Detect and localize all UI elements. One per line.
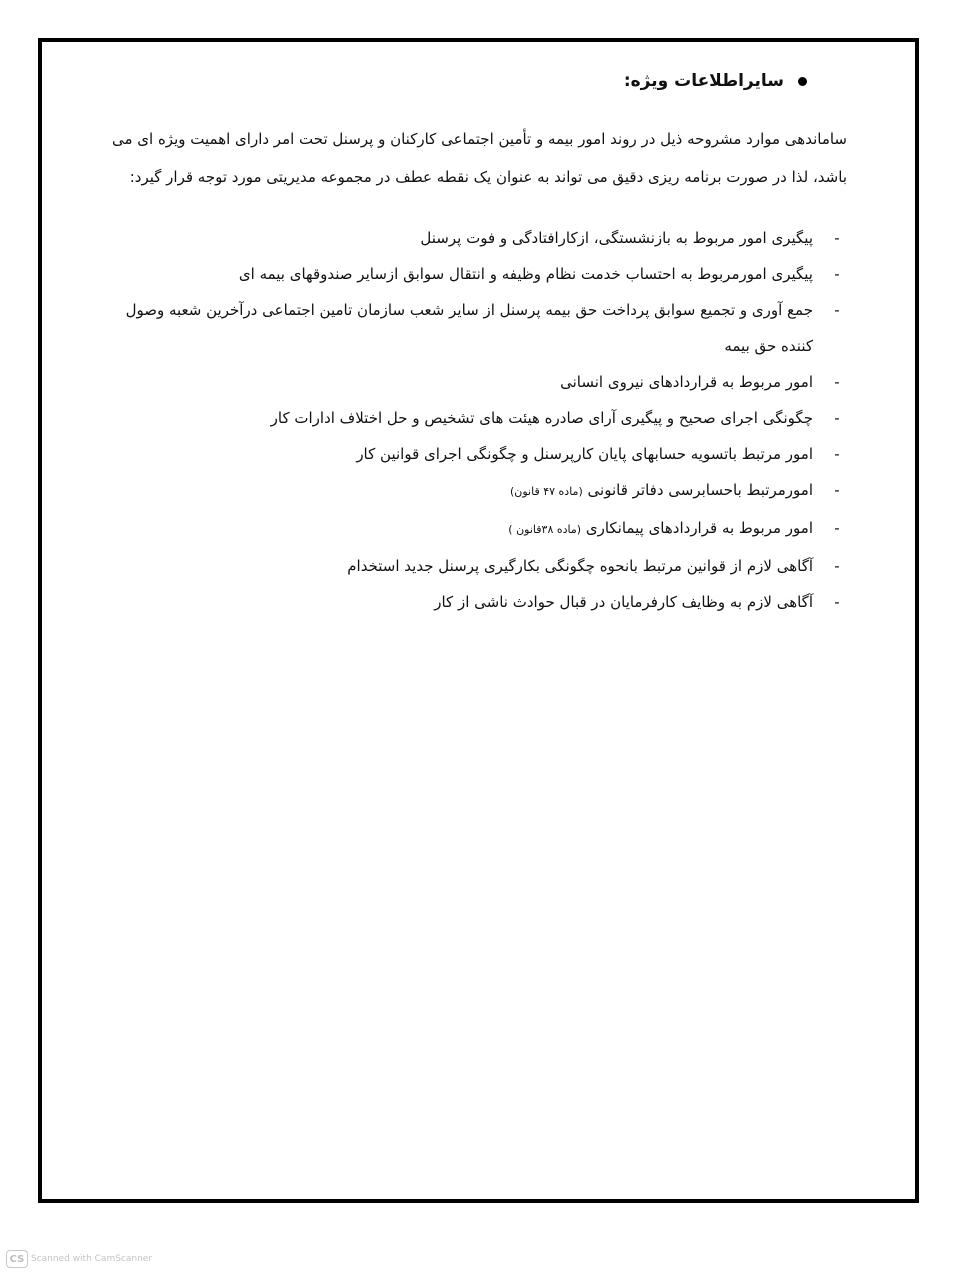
- list-item: [82, 220, 875, 256]
- heading-text: سایراطلاعات ویژه:: [623, 71, 784, 91]
- document-content: [82, 64, 875, 620]
- list-item-text: [241, 400, 827, 436]
- dash-bullet: -: [834, 593, 840, 611]
- dash-bullet: -: [834, 519, 840, 537]
- list-item-text: [404, 584, 827, 620]
- dash-bullet: -: [834, 445, 840, 463]
- list-item: [82, 584, 875, 620]
- dash-bullet: -: [834, 409, 840, 427]
- list-item-text: [209, 256, 827, 292]
- list-item-text: [390, 220, 827, 256]
- list-item-note: (ماده ۳۸قانون ): [508, 523, 582, 536]
- camscanner-logo-icon: CS: [6, 1250, 28, 1268]
- list-item-text: [317, 548, 827, 584]
- list-item-text: [326, 436, 827, 472]
- dash-bullet: -: [834, 265, 840, 283]
- list-item-text: [530, 364, 827, 400]
- list-item-label: پیگیری امور مربوط به بازنشستگی، ازکارافتادگی و فوت پرسنل: [420, 229, 813, 247]
- bullet-icon: [798, 77, 807, 86]
- scanner-watermark: [6, 1250, 152, 1268]
- intro-paragraph: ساماندهی موارد مشروحه ذیل در روند امور بیمه و تأمین اجتماعی کارکنان و پرسنل تحت امر دارای اهمیت ویژه ای می باشد، لذا در صورت برنامه ریزی دقیق می تواند به عنوان یک نقطه عطف در مجموعه مدیریتی مورد توجه قرار گیرد:: [111, 130, 847, 186]
- items-list: [82, 220, 875, 620]
- list-item-label: آگاهی لازم به وظایف کارفرمایان در قبال حوادث ناشی از کار: [434, 593, 813, 611]
- list-item-note: (ماده ۴۷ قانون): [509, 485, 583, 498]
- list-item-label: آگاهی لازم از قوانین مرتبط بانحوه چگونگی بکارگیری پرسنل جدید استخدام: [347, 557, 813, 575]
- list-item-label: امور مرتبط باتسویه حسابهای پایان کارپرسنل و چگونگی اجرای قوانین کار: [356, 445, 813, 463]
- list-item: [82, 436, 875, 472]
- list-item-text: [478, 510, 827, 548]
- section-heading: [82, 64, 807, 98]
- list-item: [82, 548, 875, 584]
- list-item: [82, 510, 875, 548]
- list-item: [82, 292, 875, 364]
- list-item-label: امور مربوط به قراردادهای پیمانکاری: [585, 519, 813, 537]
- list-item-label: جمع آوری و تجمیع سوابق پرداخت حق بیمه پرسنل از سایر شعب سازمان تامین اجتماعی درآخرین شعبه وصول کننده حق بیمه: [125, 301, 813, 355]
- dash-bullet: -: [834, 481, 840, 499]
- list-item-text: [480, 472, 827, 510]
- list-item-label: چگونگی اجرای صحیح و پیگیری آرای صادره هیئت های تشخیص و حل اختلاف ادارات کار: [270, 409, 813, 427]
- list-item-text: [82, 292, 827, 364]
- list-item: [82, 256, 875, 292]
- list-item-label: امور مربوط به قراردادهای نیروی انسانی: [560, 373, 813, 391]
- list-item-label: پیگیری امورمربوط به احتساب خدمت نظام وظیفه و انتقال سوابق ازسایر صندوقهای بیمه ای: [238, 265, 813, 283]
- list-item: [82, 364, 875, 400]
- watermark-text: Scanned with CamScanner: [31, 1254, 153, 1264]
- dash-bullet: -: [834, 229, 840, 247]
- list-item: [82, 400, 875, 436]
- dash-bullet: -: [834, 373, 840, 391]
- dash-bullet: -: [834, 557, 840, 575]
- list-item: [82, 472, 875, 510]
- dash-bullet: -: [834, 301, 840, 319]
- list-item-label: امورمرتبط باحسابرسی دفاتر قانونی: [587, 481, 813, 499]
- page-frame: [38, 38, 919, 1203]
